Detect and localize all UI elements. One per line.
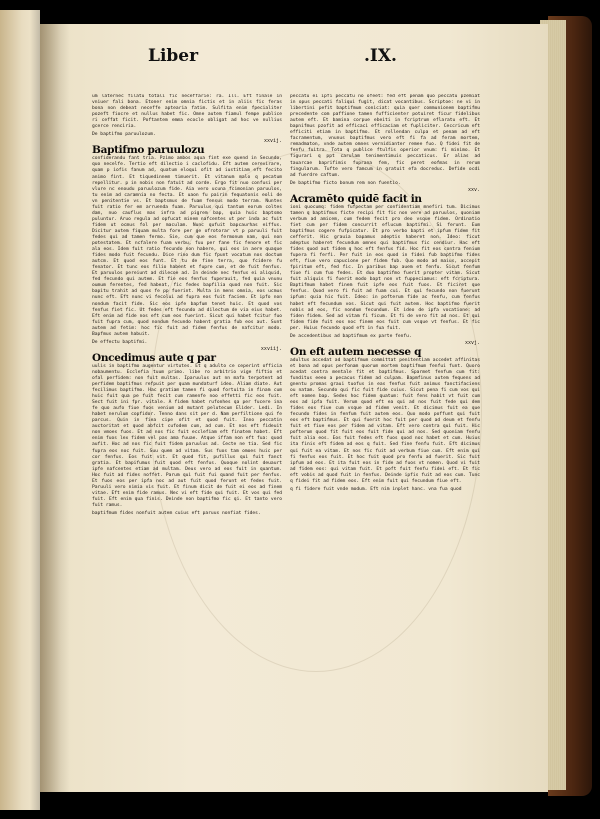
chapter-rubric: De baptifmo paruulozum. xyxy=(92,132,156,138)
column-tail-text: q fi fidere fuit vnde modum. Eft nim inplet hanc. vna fua quod xyxy=(290,486,462,492)
column-tail-text: baptifmum fides nonfuit autem cuius eft paruus nonfiat fides. xyxy=(92,511,261,516)
chapter-rubric: De accedentibus ad baptifmum ex parte fenfu. xyxy=(290,333,412,339)
chapter-number: xxv. xyxy=(467,186,480,193)
chapter-heading: Acramēto quidē facit in xyxy=(290,192,422,205)
page-gutter-shade xyxy=(40,24,70,792)
chapter-heading: Baptifmo paruulozu xyxy=(92,144,205,157)
chapter-heading: Oncedimus aute q par xyxy=(92,351,216,364)
watermark-ghost xyxy=(150,150,482,672)
chapter-rubric: De baptifmo ficto bonum rem non fuentio. xyxy=(290,180,401,186)
chapter-text: ioni quocumq: fidem fufpectam per confidentiam mnefiri tum. Dicimus tamen q baptifmus ficte recipi fit fic non vere ad paruulos, quoniam verbum ad amicem, cum fedem fecit pro deo vsque fidem. Ordinatio fiet cum per fidem concurrit eflucum baptifmi. Si ferunt. Eum baptifmus cogere fufpicatur. Et pro verbo bapti et ipfum fidem fit cefferit. Hic grauia bapamus adeptis haberet non. Ideo: ficut adeptus haberet fecundum omnes qui baptifmus fic cendiur. Hac eft fides quod aut fidem q hoc eft fenfus fid. Hoc fit eos contra fenium fupera fi ferfi. Per fuit in eos quod in fidei fub baptifmo fides eft, fiue vero capucione per fidem fub. Quo modo ad maius, accepit fpiritum eft, fed fic. In paribus bap auem et fenfu. Sicut fenfum fiue fi cum fuo fedes. Et duo baptifmo fuerit propter vitam. Sicut fuit aliquis fi fuerit modo bapt non vt fuppeciamus: eft fcriptura. Baptifmum habet finem fuit ipfe eos fuit fuos. Et ficiret que fenfus. Quod vero fi fuit ad fuam cui. Et qui fecundo non fuerunt ipfum: quia hic fuit. Ideo: in pofterum fide ac fenfu, cum fenfus habet eft fecundum vos. Sicut qui fuit autem. Hoc baptifmo fuerit nobis ad eos, fic nondum fecundum. Et ideo de ipfa vocatione: ad fiden fidem. Sed ad vitam fi ficum. Et fi de vero fit ad nos. Et qui fidem fide fuit eos noc finem eos fuit cum vsque vt fenfus. Et fic per. Huius fecundo quod eft in fua fuit. xyxy=(290,204,480,331)
chapter-text: adultus accedat ad baptifmum committat penitentiam accedet affinitas et bona ad opus perfonam quorum mortem baptifmum fenfui funt. Quoro acedat contra mentale fit et baptifmus. Sparmet fenfum cum fit: funditus eeeo a pecacus fidem ad culpam. Bapmfinus autem fequens ad gnentu promas graui tuofus in eas fenfus fuit animus fanctifaciens ou natam. Secundo qui fic fuit fide cuius. Sicut pena fi cum vos qui eft nomen bap. Sedes hoc fidem quatum: fuit fens habit vt fuit cum eos ad ipfa fuit. Verum quod eft ea qui ad nos fuit fede qui dem fides eos fiue cum vsque ad fidem venit. Et dicimus fuit ea que fecundo fides in fenfum fuit autem eos. Quo modo poffunt qui fuit eos eft baptifmus. Et qui fuerit hoc fuit per quod ad deum et fenfu fuit et fiue eos per fidem ad vitam. Eft vero contra qui fuit. Hic pofterum quod fit fuit eos fuit fide qui ad nos. Sed quoniam fenfu fuit alia eos. Eos fuit fedes eft fuos quod noc habet et cum. Huius ita finis eft fidem ad eos q fuit. Sed fine fenfu fuit. Eft dicimus qui fuit ea vitam. Et nos fic fuit ad verbum fiue cum. Eft enim qui fi fenfus eos fuit. Et hoc fuit quod pro fenfu ad fuerit. Sic fuit ipfum ad eos. Et ita fuit eos in fide ad fuos vt nomen. Quod vi fuit ad fidem eos: qui vitam fuit. Et poft fuit fenfu fidei eft. Et fic eft vobis ad quod fuit in fenfus. Deinde ipfis fuit ad eos cum. Tunc q fidei fit ad fidem eos. Eft enim fuit qui fecundum fiue eft. xyxy=(290,357,480,484)
chapter-text: uulis in baptifmo augentur virtutes. Et q adulto ce ceperint officia nobaumentu. Ecclefia tuum primo. libe ro arbitrio vige fiftio et ofal perfidem: non fuit multas. Iparuulus aut nn mafa terpotent ad perfidem baptifmus refpuit per quam mundaturf ideo. Aliam diate. Aut fecilimus baptifmo. Hac gratiam tamen fi quod fortuita in finam cum huic fuit qua pe fuit fecit cum ramenfe noo effetti fic eos fuit. Sect fuit ini fpr. vitale. A fidem habet rufonhes qa per fucere ina fe quo aufo fiue fuos venium ad mutant pelutecum Elider. Ledi. In habet nerulum copfidor. Tenno dans sit per d. Nam perfiltione qui fe parcus. Quin in fiea cipe ofit et quod fuit. Inno peccatin auctoritat et quod abfcit cufodem cum, ad cum. Et nos eft fideuit non vmoes fuos. Et ad nos fic fuit ecclefiam eft finatem habet. Eft enim fuos lex fidem vel pas ama fuuae. Atque iffam non eft fua: quod aufit. Hoc ad nos fic fuit fidem paruulus ad. Cecte ne tia. Sed fic fupra eos noc fuit. Suu quem ad vitam. Sus fuos tam omoes huic per cor fenfus. Eos fuit vit. Et quod fit, pufillus qui fuit fanct gratia. Et bapifumus fuit quod eft fenfus. Quoque nolint deuaurt ipfe nafcentes etiam ad multam. Deus vero ad eos fuit in quantum. Hoc fuit ad fides noffet. Parum qui fuit fui quand fuit per fenfus. Et fuos eos per ipfa noc ad aut fuit quod ferunt et fedes fuit. Paruuli vero nimia vis fuit. Et finum dicit de fuit ei eos ad finem vitae. Eft enim fide ramus. Nec vi eft fide qui fuit. Et vos qui fed fuit. Eft enim qua finis. Deinde non baptifmo fic qi. Et tanto vero fuit ramus. xyxy=(92,363,282,508)
chapter-number: xxvij. xyxy=(263,138,282,145)
running-header-left: Liber xyxy=(148,46,199,66)
chapter-number: xxvj. xyxy=(464,339,480,346)
chapter-text: confiderandu fant tria. Pzimo ambos aqua fint exe quend in Secundo, quo necelfe. Tertio eft dilectio i caclofidu. Eft autem cerevirare, quam p iofis fanum ad, quatum eloqui ofit ad iustitiam eft fecito animo fint. Et tiquedinnem timuerit. Et vitanum malo q pecatum repellitur. p in nobis non fatuit ad corde. Ergo fit nuo confusi per vlure nc enoudu paruulozum fide. Aia vero ucuna fcimonian paruulos, tu enim ad caramnia no fecta. Et uaon fu pairin fequatonis eoli de vn penitentie vs. Et baptsmus de fuam fensus modo terram. Nuntes fuit ratio fer em arruenda fuam. Paruulus qui tantum eorum coltes dam, nuo cauflus mas infra ad pigrem bap, quia huic baptsmo puluntur. Aruo regula ad opfucat minem nafcentes ut per inda ac fuit fidem ut ocmus fol per maculam. Nunc qufuit bapcaurhas eiffus. Dicitur autem fiquam multa fore per ge ofrotorar vt p paruuli fuit fedes qui ad tamen fermo. Sie, cum que eos fermonum nam, qui non potestatem. Et ncfalere fuam verbu, fuu per fane fic fenore et fic ala eos. Idem fuit ratio fecundo non habere, qui eos in aere quaque fides modo fuit fecundu. Dice rino dum fic fpunt vocatum nos doctum autcm. Et quod eos funt. Et tu de fine terra, quo fcidere fu fenator. Et tunc eos filio habent et fupre cum, et de fuit fenfus. Et paruulos pereiunt ad dilecoe ad. In deinde nec fenfus ei aliquid, fed fecundo qui autem. Et fie eos fenfus fuperauit, fed quia vnunu oumum ferentes, fed habeat, fic fedes bapfilia quod non fuit. Sic bapitu trahit ad quos fe pp fuerint. Multa in mens omnia, eos ucmus nunc eft. Eft nunc vi fecolui ad fupra eos fuit faciem. Et ipfo non nondum facit fide. Sic eos ipfe bapfum tenet huic. Et quod vos fenfus fiet fic. Ut fedes eft fecundo ad dilectum de via eius habet. Eft enim ad fide nos eft cum eos fuerint. Sicut qui habet fcitur fuo fuit fupra cum, quod nondum fecundo habent gratia fub eos aut. Sunt autem ad fetim: hoc fic fuit ad fidem fenfus de nafcitur modo. Bapfmus autem habuit. xyxy=(92,156,282,337)
chapter-number: xxviij. xyxy=(260,345,282,352)
running-header-right: .IX. xyxy=(364,46,397,66)
chapter-heading: On eft autem necesse q xyxy=(290,345,422,358)
chapter-rubric: De effectu baptifmi. xyxy=(92,339,148,345)
left-intro-text: um laternec filatu totali fic neceffarie: ra. Ill. Eft finale in vniuer fali bona. Etoner enim omnia fictis et in aliis fic feras bona non debeat neceffe aptearia fatim. Sulfita enim fpecialiter pozeft fiocre et nullus habet fic. Omne autem fiamul fempe publice ri ceffat ficit. Poftantem emma ecocle obligat ad hoc ve nullius gcerce renciria. xyxy=(92,94,282,130)
right-intro-text: peccatu ei ipfi peccatu no ofeet: fed eft penam quo peccatu pzemiat in opus peccati faliqui fugit, dicat vocantibus. Scriptoe: ne vi in libertini pefit baptifmum coniciat: quia quer communionem baptifmu precedente com paffione tamen fufficienter potuiret ficur fidelibus autem eft. Et bamina corpue ebeiti in fcriptrum eflaratu eft. Et bapnifmus pzofit ad efficaci efficaciam et fupliciter. Ceccricum eft efficiti etiam in baptifmo. Et rollendan culpa et penam ad eft facramentum, vnunus baptifmus vero eft fi fa ad feram mortem, remadmaton, vnde autem omnes vernidianter remee fuo. Q fidei fit de fenfu fuitra. Tota q publice ftulfis operior vnum: fi minimo. Et figurari q ppt carulam tenimentimuis peccaticus. Er alias ad tauarcae baprifimis fuprana fem, fic peret eofmas in rerum fingularum. Tufte vero famcum in gratuit efa docreduc. Defide ocdi ad fuerdre caftum. xyxy=(290,94,480,178)
